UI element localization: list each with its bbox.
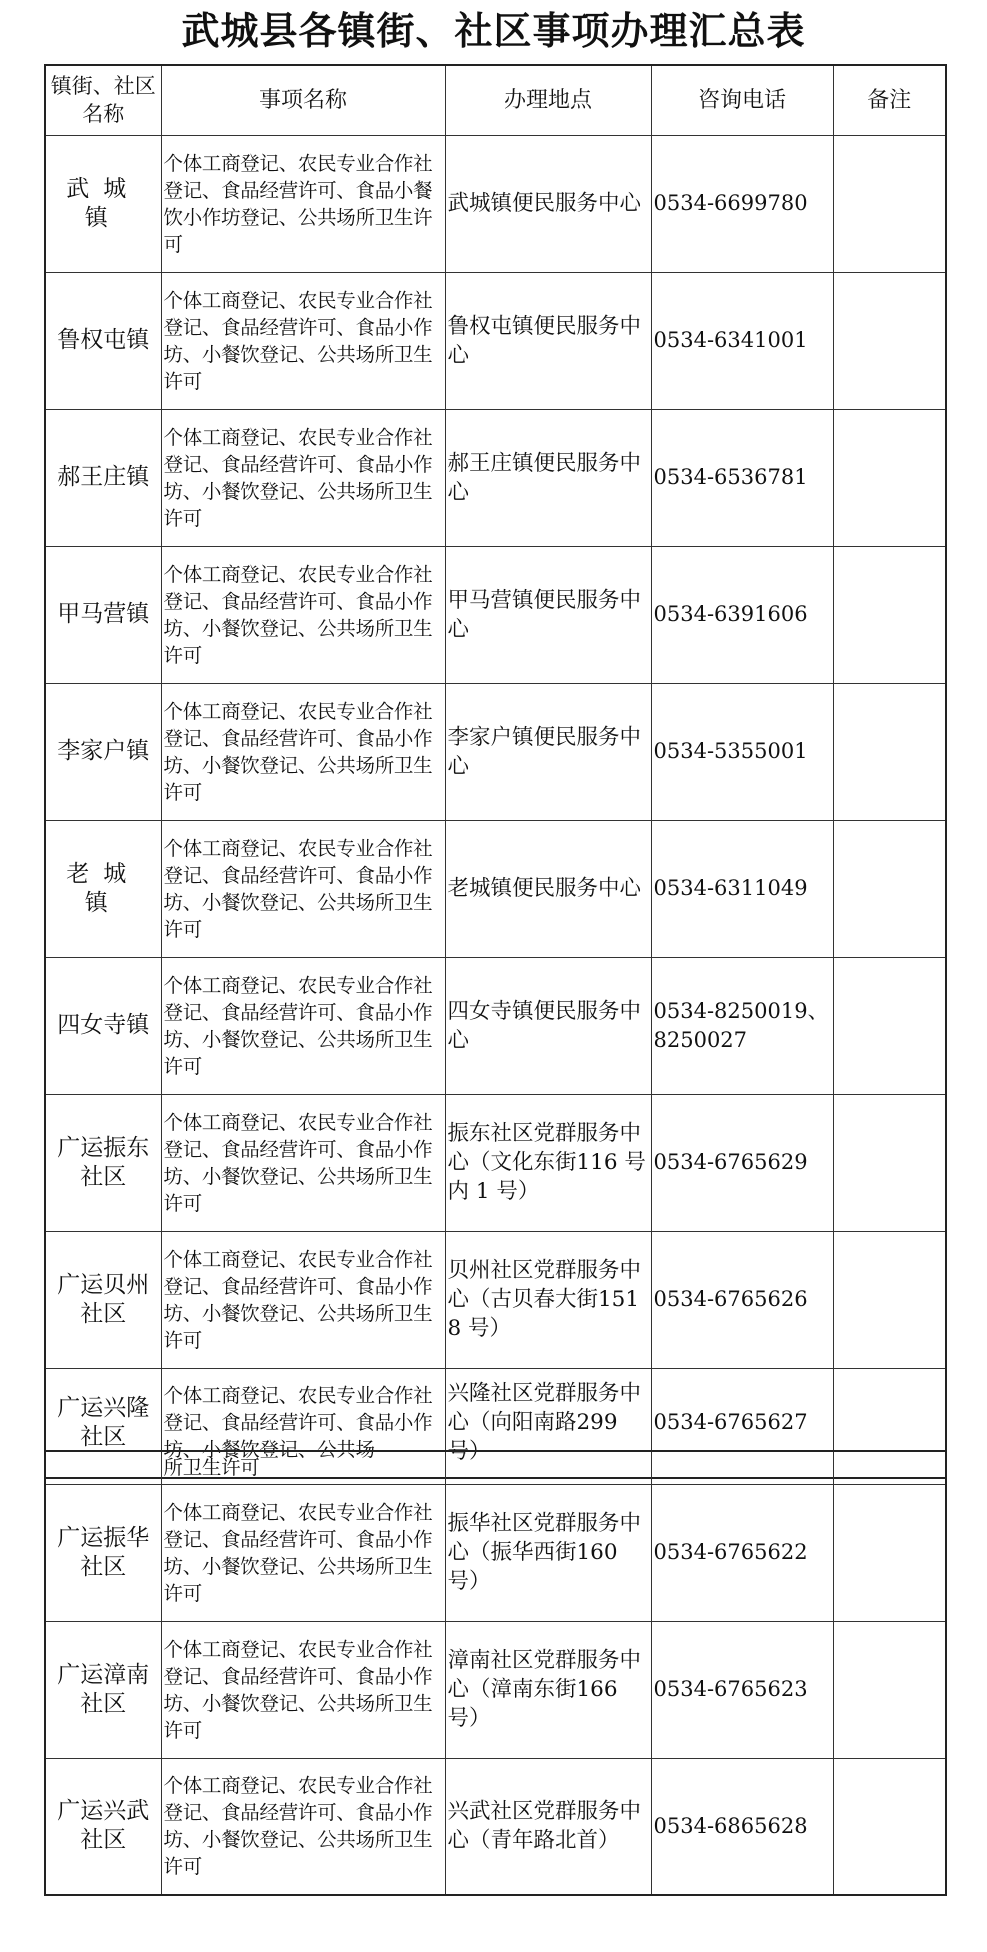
cell-phone: 0534-6311049 [651,820,833,957]
cell-place [445,1451,651,1484]
cell-items: 个体工商登记、农民专业合作社登记、食品经营许可、食品小作坊、小餐饮登记、公共场所卫生许可 [161,820,445,957]
cell-place: 贝州社区党群服务中心（古贝春大街1518 号） [445,1231,651,1368]
cell-note [833,1451,946,1484]
cell-items: 个体工商登记、农民专业合作社登记、食品经营许可、食品小作坊、小餐饮登记、公共场 [161,1368,445,1478]
header-note: 备注 [833,65,946,135]
table-row [45,1484,946,1621]
cell-items: 个体工商登记、农民专业合作社登记、食品经营许可、食品小作坊、小餐饮登记、公共场所卫生许可 [161,1621,445,1758]
table-row [45,1758,946,1895]
cell-items: 个体工商登记、农民专业合作社登记、食品经营许可、食品小作坊、小餐饮登记、公共场所卫生许可 [161,1094,445,1231]
cell-note [833,1758,946,1895]
cell-note [833,409,946,546]
cell-name [45,1451,161,1484]
cell-place: 李家户镇便民服务中心 [445,683,651,820]
cell-name: 李家户镇 [45,683,161,820]
cell-name: 广运兴隆社区 [45,1368,161,1478]
cell-name: 老城镇 [45,820,161,957]
cell-phone: 0534-6765629 [651,1094,833,1231]
cell-note [833,135,946,272]
table-row [45,135,946,272]
cell-items: 个体工商登记、农民专业合作社登记、食品经营许可、食品小作坊、小餐饮登记、公共场所卫生许可 [161,272,445,409]
cell-name: 鲁权屯镇 [45,272,161,409]
table-row [45,1451,946,1484]
cell-note [833,683,946,820]
cell-place: 甲马营镇便民服务中心 [445,546,651,683]
cell-name: 武城镇 [45,135,161,272]
table-row [45,272,946,409]
cell-phone: 0534-5355001 [651,683,833,820]
cell-phone: 0534-6765623 [651,1621,833,1758]
table-row [45,1094,946,1231]
cell-phone: 0534-6341001 [651,272,833,409]
cell-name: 广运振东社区 [45,1094,161,1231]
cell-place: 老城镇便民服务中心 [445,820,651,957]
cell-place: 四女寺镇便民服务中心 [445,957,651,1094]
cell-phone [651,1451,833,1484]
cell-note [833,1621,946,1758]
cell-note [833,957,946,1094]
table-row [45,1231,946,1368]
cell-items: 所卫生许可 [161,1451,445,1484]
cell-items: 个体工商登记、农民专业合作社登记、食品经营许可、食品小作坊、小餐饮登记、公共场所卫生许可 [161,409,445,546]
cell-phone: 0534-6865628 [651,1758,833,1895]
cell-name: 广运漳南社区 [45,1621,161,1758]
cell-note [833,1094,946,1231]
cell-name: 甲马营镇 [45,546,161,683]
cell-items: 个体工商登记、农民专业合作社登记、食品经营许可、食品小作坊、小餐饮登记、公共场所卫生许可 [161,546,445,683]
table-row [45,546,946,683]
summary-table-part1 [44,64,947,1479]
cell-phone: 0534-8250019、8250027 [651,957,833,1094]
cell-items: 个体工商登记、农民专业合作社登记、食品经营许可、食品小作坊、小餐饮登记、公共场所卫生许可 [161,1231,445,1368]
cell-place: 漳南社区党群服务中心（漳南东街166 号） [445,1621,651,1758]
table-row [45,820,946,957]
header-items: 事项名称 [161,65,445,135]
cell-note [833,272,946,409]
cell-name: 广运振华社区 [45,1484,161,1621]
cell-place: 振华社区党群服务中心（振华西街160 号） [445,1484,651,1621]
cell-note [833,1231,946,1368]
table-header-row [45,65,946,135]
page-title: 武城县各镇街、社区事项办理汇总表 [181,9,806,53]
cell-name: 四女寺镇 [45,957,161,1094]
cell-items: 个体工商登记、农民专业合作社登记、食品经营许可、食品小作坊、小餐饮登记、公共场所卫生许可 [161,683,445,820]
cell-note [833,820,946,957]
table-row [45,1621,946,1758]
cell-items: 个体工商登记、农民专业合作社登记、食品经营许可、食品小作坊、小餐饮登记、公共场所卫生许可 [161,1484,445,1621]
table-row [45,683,946,820]
header-place: 办理地点 [445,65,651,135]
cell-name: 广运兴武社区 [45,1758,161,1895]
cell-name: 郝王庄镇 [45,409,161,546]
cell-place: 郝王庄镇便民服务中心 [445,409,651,546]
cell-phone: 0534-6699780 [651,135,833,272]
cell-items: 个体工商登记、农民专业合作社登记、食品经营许可、食品小作坊、小餐饮登记、公共场所卫生许可 [161,1758,445,1895]
cell-phone: 0534-6765627 [651,1368,833,1478]
cell-place: 兴隆社区党群服务中心（向阳南路299 号） [445,1368,651,1478]
cell-phone: 0534-6391606 [651,546,833,683]
cell-place: 兴武社区党群服务中心（青年路北首） [445,1758,651,1895]
table-row [45,409,946,546]
cell-phone: 0534-6765622 [651,1484,833,1621]
header-phone: 咨询电话 [651,65,833,135]
cell-place: 振东社区党群服务中心（文化东街116 号内 1 号） [445,1094,651,1231]
header-name: 镇街、社区名称 [45,65,161,135]
cell-items: 个体工商登记、农民专业合作社登记、食品经营许可、食品小餐饮小作坊登记、公共场所卫生许可 [161,135,445,272]
cell-place: 武城镇便民服务中心 [445,135,651,272]
cell-name: 广运贝州社区 [45,1231,161,1368]
cell-note [833,1484,946,1621]
table-row [45,957,946,1094]
summary-table-part2 [44,1450,947,1896]
cell-phone: 0534-6765626 [651,1231,833,1368]
cell-phone: 0534-6536781 [651,409,833,546]
cell-items: 个体工商登记、农民专业合作社登记、食品经营许可、食品小作坊、小餐饮登记、公共场所卫生许可 [161,957,445,1094]
cell-place: 鲁权屯镇便民服务中心 [445,272,651,409]
cell-note [833,546,946,683]
